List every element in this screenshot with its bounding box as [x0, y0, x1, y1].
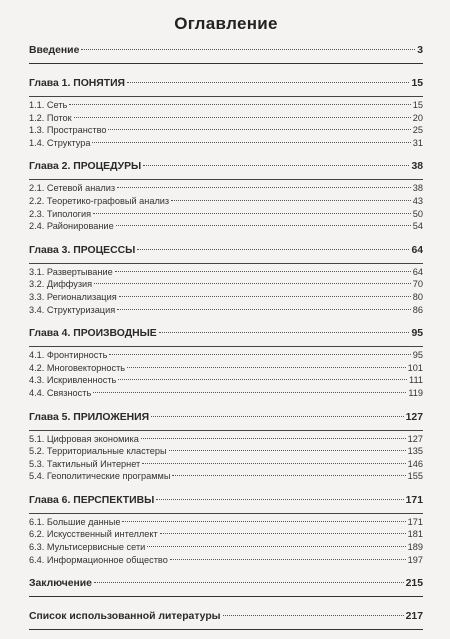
leader-dots — [94, 283, 411, 284]
leader-dots — [116, 225, 411, 226]
chapter-block — [29, 78, 423, 161]
section-page: 111 — [409, 375, 423, 386]
toc-entry-section[interactable] — [29, 363, 423, 376]
chapter-block — [29, 412, 423, 495]
toc-entry-section[interactable] — [29, 221, 423, 234]
divider — [29, 179, 423, 180]
leader-dots — [142, 463, 405, 464]
chapter-block — [29, 495, 423, 578]
section-page: 70 — [412, 279, 423, 290]
leader-dots — [169, 450, 406, 451]
section-page: 20 — [412, 112, 423, 123]
toc-entry-chapter[interactable] — [29, 245, 423, 262]
spacer — [29, 567, 423, 578]
section-label: 4.2. Многовекторность — [29, 362, 126, 373]
section-label: 1.1. Сеть — [29, 100, 68, 110]
section-page: 181 — [407, 529, 423, 540]
chapter-page: 38 — [411, 161, 423, 173]
spacer — [29, 317, 423, 328]
toc-title: Оглавление — [174, 14, 278, 33]
toc-entry-section[interactable] — [29, 138, 423, 151]
entry-label: Список использованной литературы — [29, 611, 221, 623]
section-page: 64 — [412, 266, 423, 277]
toc-entry-intro[interactable] — [29, 45, 423, 62]
section-page: 86 — [412, 304, 423, 315]
section-page: 155 — [407, 471, 423, 482]
chapter-label: Глава 4. ПРОИЗВОДНЫЕ — [29, 328, 157, 340]
leader-dots — [160, 533, 406, 534]
chapter-page: 127 — [405, 411, 423, 423]
chapter-page: 95 — [411, 328, 423, 340]
toc-entry-section[interactable] — [29, 434, 423, 447]
toc-entry-section[interactable] — [29, 459, 423, 472]
toc-entry-section[interactable] — [29, 209, 423, 222]
leader-dots — [223, 615, 404, 616]
section-page: 189 — [407, 542, 423, 553]
leader-dots — [151, 416, 404, 417]
toc-entry-section[interactable] — [29, 517, 423, 530]
spacer — [29, 401, 423, 412]
leader-dots — [170, 559, 406, 560]
section-label: 6.4. Информационное общество — [29, 554, 168, 565]
leader-dots — [109, 354, 410, 355]
leader-dots — [119, 296, 411, 297]
spacer — [29, 600, 423, 611]
section-page: 101 — [407, 362, 423, 373]
chapter-label: Глава 5. ПРИЛОЖЕНИЯ — [29, 411, 150, 423]
section-label: 3.2. Диффузия — [29, 279, 93, 290]
section-label: 1.4. Структура — [29, 137, 91, 148]
leader-dots — [118, 379, 407, 380]
leader-dots — [117, 187, 411, 188]
divider — [29, 629, 423, 630]
section-label: 4.3. Искривленность — [29, 375, 117, 386]
chapter-block — [29, 328, 423, 411]
toc-entry-chapter[interactable] — [29, 161, 423, 178]
toc-entry-chapter[interactable] — [29, 495, 423, 512]
toc-entry-section[interactable] — [29, 183, 423, 196]
chapter-list — [29, 78, 423, 578]
section-page: 119 — [408, 387, 423, 398]
toc-entry-section[interactable] — [29, 279, 423, 292]
leader-dots — [108, 129, 410, 130]
section-page: 127 — [407, 433, 423, 444]
toc-entry-chapter[interactable] — [29, 328, 423, 345]
toc-entry-section[interactable] — [29, 292, 423, 305]
toc-entry-section[interactable] — [29, 267, 423, 280]
toc-entry-section[interactable] — [29, 375, 423, 388]
leader-dots — [69, 104, 410, 105]
divider — [29, 513, 423, 514]
section-label: 5.2. Территориальные кластеры — [29, 446, 167, 457]
leader-dots — [141, 438, 406, 439]
spacer — [29, 150, 423, 161]
section-label: 4.4. Связность — [29, 387, 92, 398]
leader-dots — [74, 117, 411, 118]
toc-entry-section[interactable] — [29, 113, 423, 126]
section-page: 135 — [407, 446, 423, 457]
section-label: 4.1. Фронтирность — [29, 350, 108, 361]
section-label: 2.1. Сетевой анализ — [29, 183, 116, 194]
entry-page: 217 — [405, 611, 423, 623]
section-label: 2.2. Теоретико-графовый анализ — [29, 195, 170, 206]
toc-entry-section[interactable] — [29, 555, 423, 568]
leader-dots — [171, 200, 411, 201]
chapter-page: 64 — [411, 244, 423, 256]
chapter-label: Глава 3. ПРОЦЕССЫ — [29, 244, 136, 256]
section-page: 197 — [407, 554, 423, 565]
entry-page: 215 — [405, 578, 423, 590]
section-page: 80 — [412, 291, 423, 302]
toc-entry-section[interactable] — [29, 471, 423, 484]
section-label: 3.4. Структуризация — [29, 304, 116, 315]
entry-page: 3 — [417, 45, 423, 56]
divider — [29, 263, 423, 264]
section-page: 50 — [412, 208, 423, 219]
leader-dots — [117, 309, 411, 310]
chapter-label: Глава 6. ПЕРСПЕКТИВЫ — [29, 494, 155, 506]
chapter-block — [29, 161, 423, 244]
chapter-block — [29, 245, 423, 328]
section-page: 146 — [407, 458, 423, 469]
toc-entry-chapter[interactable] — [29, 78, 423, 95]
leader-dots — [81, 49, 415, 50]
leader-dots — [127, 367, 406, 368]
section-page: 43 — [412, 195, 423, 206]
chapter-page: 171 — [405, 494, 423, 506]
section-label: 5.4. Геополитические программы — [29, 471, 171, 482]
entry-label: Введение — [29, 45, 80, 56]
section-page: 15 — [412, 100, 423, 110]
section-page: 95 — [412, 350, 423, 361]
spacer — [29, 234, 423, 245]
leader-dots — [94, 582, 404, 583]
chapter-label: Глава 1. ПОНЯТИЯ — [29, 78, 126, 89]
chapter-page: 15 — [411, 78, 423, 89]
section-label: 2.4. Районирование — [29, 221, 114, 232]
leader-dots — [115, 271, 411, 272]
section-label: 6.3. Мультисервисные сети — [29, 542, 146, 553]
toc-entry-section[interactable] — [29, 196, 423, 209]
leader-dots — [93, 392, 406, 393]
section-page: 25 — [412, 125, 423, 136]
section-page: 171 — [407, 516, 423, 527]
leader-dots — [127, 82, 409, 83]
toc-entry-conclusion[interactable] — [29, 578, 423, 595]
toc-entry-section[interactable] — [29, 388, 423, 401]
toc-entry-references[interactable] — [29, 611, 423, 628]
section-page: 31 — [412, 137, 423, 148]
section-label: 5.1. Цифровая экономика — [29, 433, 139, 444]
leader-dots — [156, 499, 403, 500]
section-page: 54 — [412, 221, 423, 232]
leader-dots — [159, 332, 410, 333]
leader-dots — [122, 521, 405, 522]
section-label: 3.1. Развертывание — [29, 266, 113, 277]
leader-dots — [93, 213, 411, 214]
section-label: 1.3. Пространство — [29, 125, 107, 136]
section-label: 6.1. Большие данные — [29, 516, 121, 527]
divider — [29, 430, 423, 431]
spacer — [29, 484, 423, 495]
toc-entry-section[interactable] — [29, 100, 423, 113]
section-label: 2.3. Типология — [29, 208, 92, 219]
toc-entry-chapter[interactable] — [29, 412, 423, 429]
toc-entry-section[interactable] — [29, 350, 423, 363]
leader-dots — [137, 249, 409, 250]
toc-entry-section[interactable] — [29, 305, 423, 318]
divider — [29, 63, 423, 64]
section-label: 5.3. Тактильный Интернет — [29, 458, 141, 469]
chapter-label: Глава 2. ПРОЦЕДУРЫ — [29, 161, 142, 173]
section-label: 3.3. Регионализация — [29, 291, 117, 302]
toc-entry-section[interactable] — [29, 542, 423, 555]
entry-label: Заключение — [29, 578, 92, 590]
toc-entry-section[interactable] — [29, 529, 423, 542]
toc-entry-section[interactable] — [29, 125, 423, 138]
leader-dots — [143, 165, 409, 166]
section-label: 1.2. Поток — [29, 112, 72, 123]
toc-entry-section[interactable] — [29, 446, 423, 459]
divider — [29, 96, 423, 97]
leader-dots — [172, 475, 405, 476]
divider — [29, 596, 423, 597]
leader-dots — [147, 546, 405, 547]
leader-dots — [92, 142, 410, 143]
spacer — [29, 67, 423, 78]
section-label: 6.2. Искусственный интеллект — [29, 529, 158, 540]
divider — [29, 346, 423, 347]
section-page: 38 — [412, 183, 423, 194]
